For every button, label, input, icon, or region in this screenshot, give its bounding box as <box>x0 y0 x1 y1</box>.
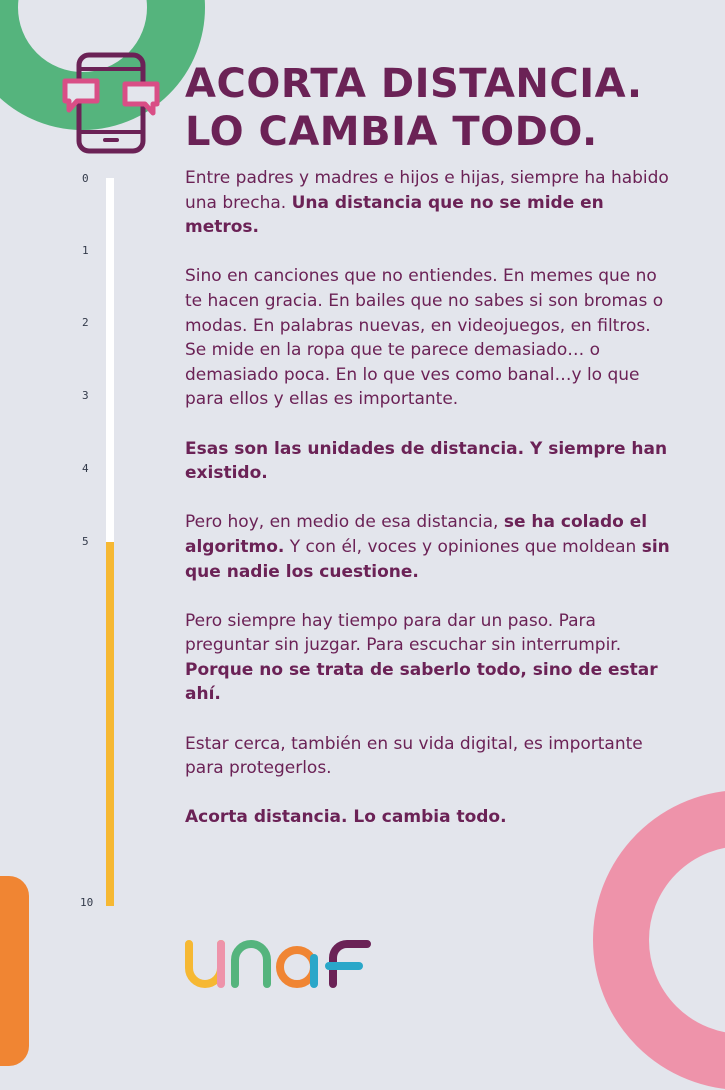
ruler-tick-4: 4 <box>82 462 89 475</box>
ruler-tick-5: 5 <box>82 535 89 548</box>
title-line-1: ACORTA DISTANCIA. <box>185 61 643 107</box>
unaf-logo <box>183 940 375 992</box>
paragraph-4-text-b: Y con él, voces y opiniones que moldean <box>284 536 642 557</box>
paragraph-1-bold: Una distancia que no se mide en metros. <box>185 192 604 238</box>
ruler-track-empty <box>106 178 114 542</box>
page-title <box>185 60 705 156</box>
paragraph-6-text: Estar cerca, también en su vida digital, es importante para protegerlos. <box>185 733 643 779</box>
body-text <box>185 166 675 855</box>
paragraph-1 <box>185 166 675 240</box>
paragraph-5-text: Pero siempre hay tiempo para dar un paso. Para preguntar sin juzgar. Para escuchar sin interrumpir. <box>185 610 622 656</box>
paragraph-4-bold-a: se ha colado el algoritmo. <box>185 512 648 557</box>
paragraph-1-text: Entre padres y madres e hijos e hijas, siempre ha habido una brecha. <box>185 168 669 213</box>
ruler-tick-10: 10 <box>80 896 94 909</box>
ruler-track-filled <box>106 542 114 906</box>
phone-chat-icon <box>62 52 162 156</box>
paragraph-3-bold: Esas son las unidades de distancia. Y siempre han existido. <box>185 438 668 484</box>
paragraph-2-text: Sino en canciones que no entiendes. En memes que no te hacen gracia. En bailes que no sabes si son bromas o modas. En palabras nuevas, en videojuegos, en filtros. Se mide en la ropa que te parece demasiado… o demasiado poca. En lo que ves como banal…y lo que para ellos y ellas es importante. <box>185 266 664 410</box>
paragraph-5-bold: Porque no se trata de saberlo todo, sino de estar ahí. <box>185 659 658 705</box>
paragraph-7 <box>185 805 675 830</box>
paragraph-7-bold: Acorta distancia. Lo cambia todo. <box>185 807 507 828</box>
paragraph-4 <box>185 510 675 584</box>
paragraph-4-bold-b: sin que nadie los cuestione. <box>185 536 670 582</box>
decorative-tab-orange <box>0 876 29 1066</box>
paragraph-4-text-a: Pero hoy, en medio de esa distancia, <box>185 512 504 533</box>
paragraph-5 <box>185 609 675 707</box>
ruler-tick-3: 3 <box>82 389 89 402</box>
paragraph-3 <box>185 437 675 486</box>
title-line-2: LO CAMBIA TODO. <box>185 109 598 155</box>
ruler-tick-0: 0 <box>82 172 89 185</box>
ruler-tick-1: 1 <box>82 244 89 257</box>
paragraph-6 <box>185 732 675 781</box>
ruler-tick-2: 2 <box>82 316 89 329</box>
paragraph-2 <box>185 264 675 412</box>
